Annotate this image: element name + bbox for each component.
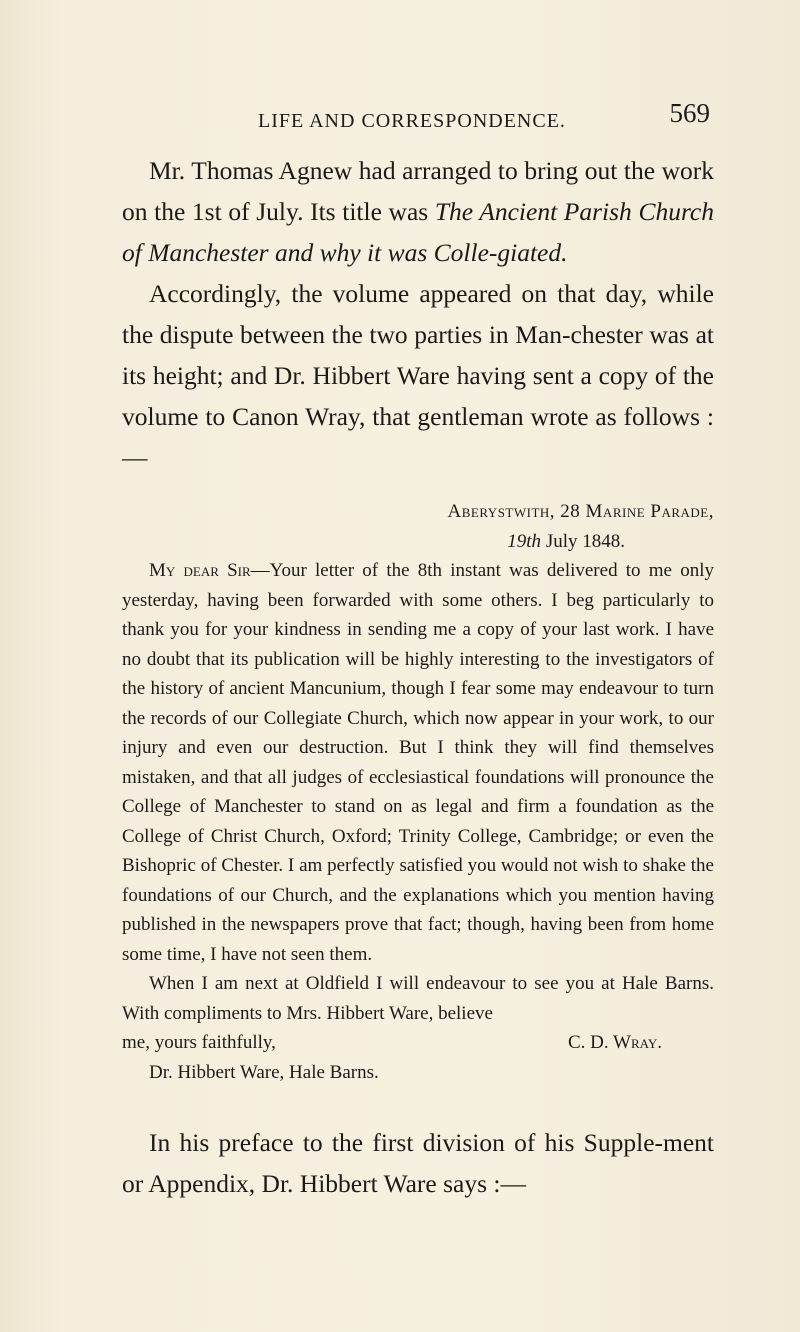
book-title: The Ancient Parish Church of Manchester and why it was Colle-giated. xyxy=(122,197,715,267)
closing-phrase: me, yours faithfully, xyxy=(122,1032,276,1053)
intro-paragraph xyxy=(122,150,714,273)
letter-body-paragraph xyxy=(122,556,714,969)
date-day: 19th xyxy=(507,530,542,552)
addressee: Dr. Hibbert Ware, Hale Barns. xyxy=(149,1061,379,1083)
accordingly-paragraph: Accordingly, the volume appeared on that day, while the dispute between the two parties in Man-chester was at its height; and Dr. Hibbert Ware having sent a copy of the volume to Canon Wray, that gentleman wrote as follows :— xyxy=(122,279,714,472)
letter-body-text: —Your letter of the 8th instant was delivered to me only yesterday, having been forwarded with some others. I beg particularly to thank you for your kindness in sending me a copy of your last work. I have no doubt that its publication will be highly interesting to the investigators of the history of ancient Mancunium, though I fear some may endeavour to turn the records of our Collegiate Church, which now appear in your work, to our injury and even our destruction. But I think they will find themselves mistaken, and that all judges of ecclesiastical foundations will pronounce the College of Manchester to stand on as legal and firm a foundation as the College of Christ Church, Oxford; Trinity College, Cambridge; or even the Bishopric of Chester. I am perfectly satisfied you would not wish to shake the foundations of our Church, and the explanations which you mention having published in the newspapers prove that fact; though, having been from home some time, I have not seen them. xyxy=(122,560,714,965)
letter-closing-paragraph: When I am next at Oldfield I will endeavour to see you at Hale Barns. With compliments to Mrs. Hibbert Ware, believe xyxy=(122,973,714,1024)
page-number: 569 xyxy=(669,98,710,128)
letter xyxy=(122,497,714,1087)
intro-section xyxy=(122,150,714,478)
signature-line xyxy=(122,1028,714,1058)
date-rest: July 1848. xyxy=(541,530,625,552)
letter-address: Aberystwith, 28 Marine Parade, xyxy=(447,501,714,522)
salutation: My dear Sir xyxy=(149,560,251,581)
intro-text: Mr. Thomas Agnew had arranged to bring out the work on the 1st of July. Its title was xyxy=(122,156,714,226)
preface-section xyxy=(122,1122,714,1204)
running-head xyxy=(120,98,710,132)
signature: C. D. Wray. xyxy=(568,1032,662,1053)
preface-paragraph: In his preface to the first division of his Supple-ment or Appendix, Dr. Hibbert Ware says :— xyxy=(122,1128,714,1198)
letter-date xyxy=(122,527,714,557)
running-title: LIFE AND CORRESPONDENCE. xyxy=(258,110,566,132)
